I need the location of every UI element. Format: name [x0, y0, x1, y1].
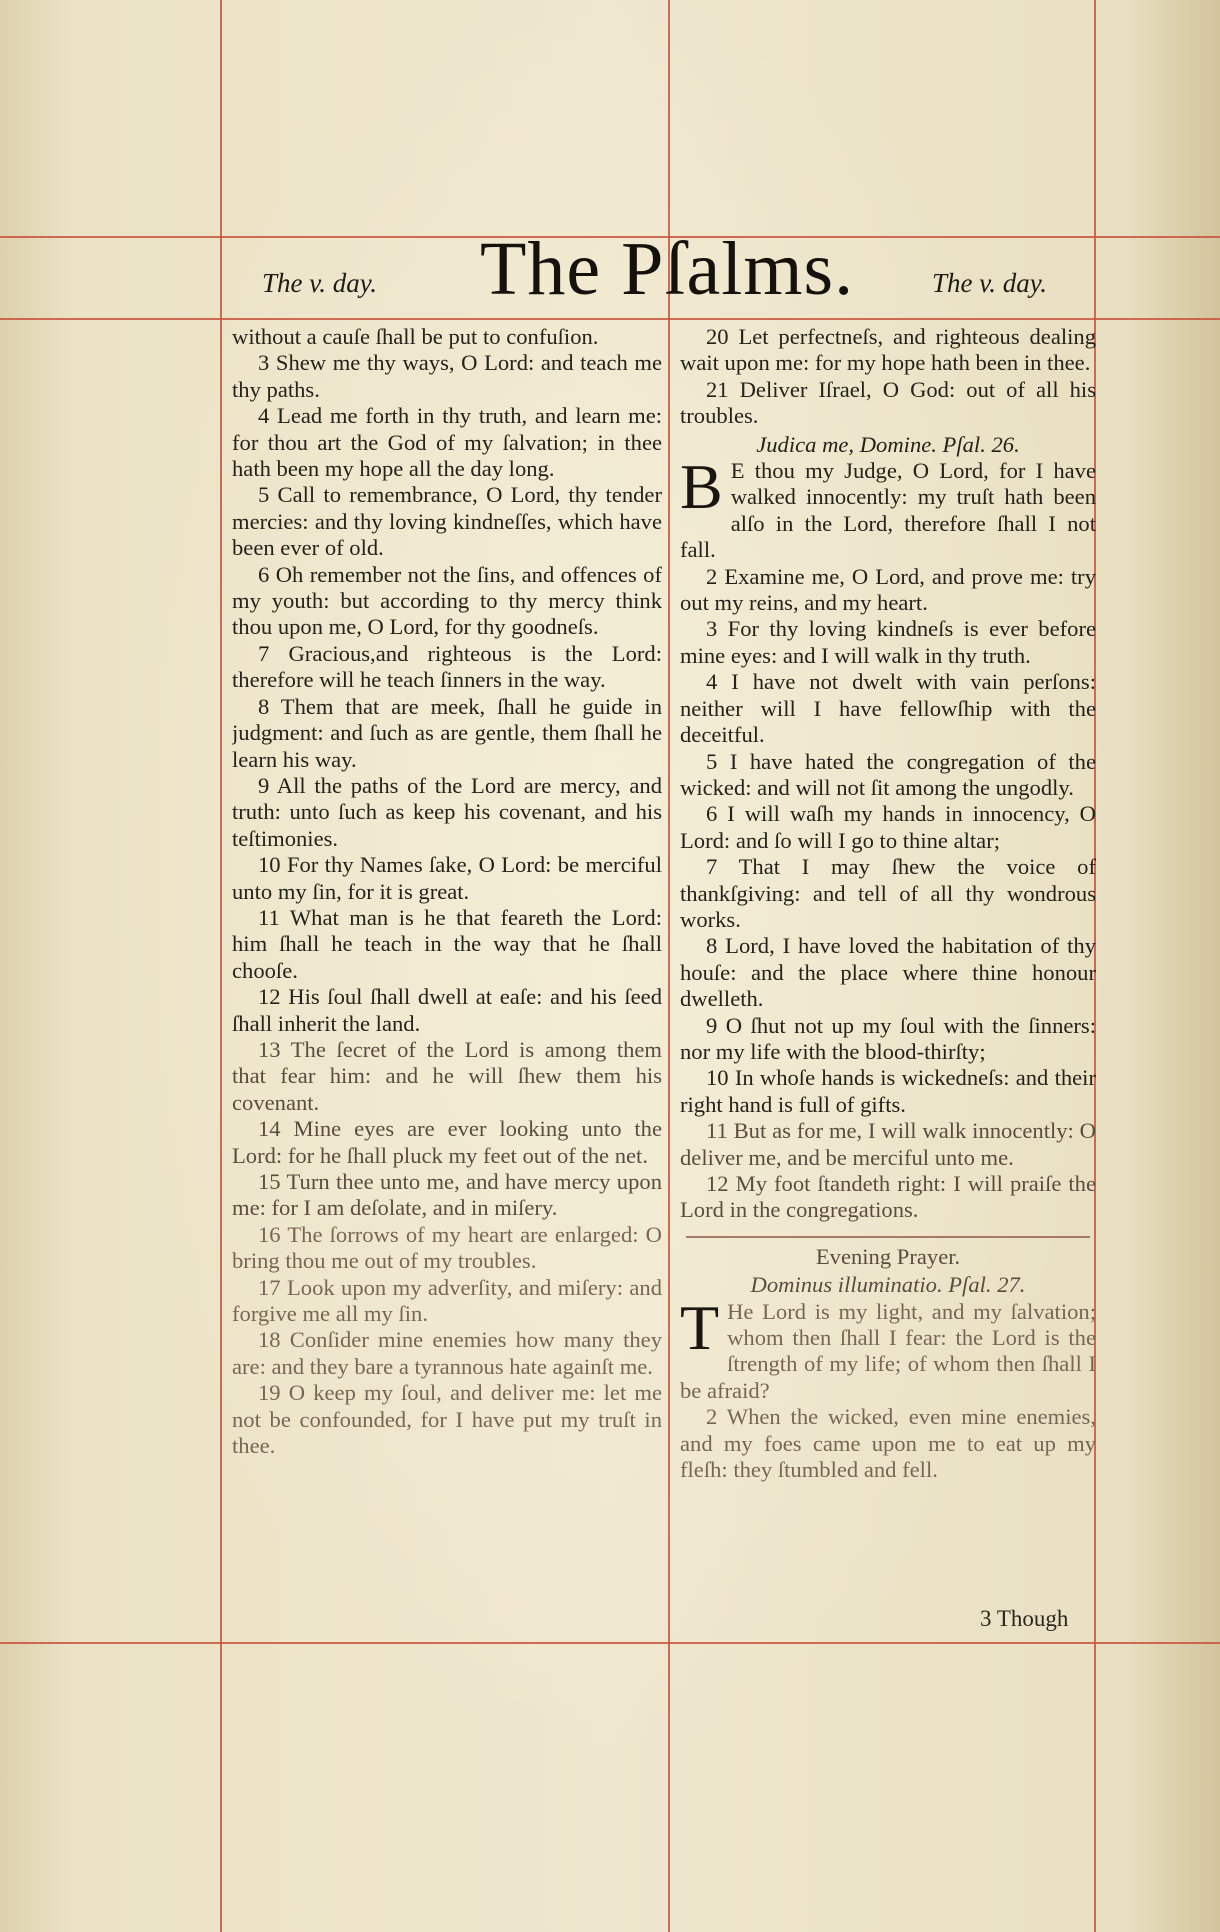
verse: 2 Examine me, O Lord, and prove me: try out my reins, and my heart.	[680, 563, 1096, 616]
verse: 4 I have not dwelt with vain perſons: neither will I have fellowſhip with the deceitful.	[680, 669, 1096, 748]
verse-text: He Lord is my light, and my ſalvation; whom then ſhall I fear: the Lord is the ſtrength of my life; of whom then ſhall I be afraid?	[680, 1298, 1096, 1403]
catchword: 3 Though	[980, 1606, 1069, 1631]
verse: 16 The ſorrows of my heart are enlarged: O bring thou me out of my troubles.	[232, 1221, 662, 1274]
verse: 15 Turn thee unto me, and have mercy upon me: for I am deſolate, and in miſery.	[232, 1169, 662, 1221]
verse: 8 Them that are meek, ſhall he guide in judgment: and ſuch as are gentle, them ſhall he learn his way.	[232, 693, 662, 772]
verse: without a cauſe ſhall be put to confuſion.	[232, 324, 599, 349]
psalm-heading: Judica me, Domine. Pſal. 26.	[756, 431, 1020, 457]
verse: 5 Call to remembrance, O Lord, thy tender mercies: and thy loving kindneſſes, which have been ever of old.	[232, 482, 662, 561]
red-rule-bottom	[0, 1642, 1220, 1644]
verse: 20 Let perfectneſs, and righteous dealing wait upon me: for my hope hath been in thee.	[680, 324, 1096, 376]
verse: 17 Look upon my adverſity, and miſery: and forgive me all my ſin.	[232, 1274, 662, 1327]
verse: 9 All the paths of the Lord are mercy, and truth: unto ſuch as keep his covenant, and his teſtimonies.	[232, 772, 662, 851]
red-rule-left	[220, 0, 222, 1932]
verse: 11 What man is he that feareth the Lord: him ſhall he teach in the way that he ſhall chooſe.	[232, 904, 662, 983]
section-title: Evening Prayer.	[815, 1243, 961, 1269]
right-column	[680, 324, 1096, 1604]
verse: 6 Oh remember not the ſins, and offences of my youth: but according to thy mercy think thou upon me, O Lord, for thy goodneſs.	[232, 561, 662, 640]
verse: 9 O ſhut not up my ſoul with the ſinners: nor my life with the blood-thirſty;	[680, 1012, 1096, 1064]
verse: 12 My foot ſtandeth right: I will praiſe the Lord in the congregations.	[680, 1171, 1096, 1223]
page-title: The Pſalms.	[480, 227, 855, 311]
section-divider	[686, 1236, 1090, 1238]
verse: 6 I will waſh my hands in innocency, O Lord: and ſo will I go to thine altar;	[680, 801, 1096, 853]
verse-text: E thou my Judge, O Lord, for I have walked innocently: my truſt hath been alſo in the Lord, therefore ſhall I not fall.	[680, 458, 1096, 563]
verse: 18 Conſider mine enemies how many they are: and they bare a tyrannous hate againſt me.	[232, 1327, 662, 1379]
running-head-right: The v. day.	[932, 268, 1047, 298]
verse: 2 When the wicked, even mine enemies, and my foes came upon me to eat up my fleſh: they ſtumbled and fell.	[680, 1404, 1096, 1483]
verse: 8 Lord, I have loved the habitation of thy houſe: and the place where thine honour dwelleth.	[680, 933, 1096, 1012]
verse: 12 His ſoul ſhall dwell at eaſe: and his ſeed ſhall inherit the land.	[232, 984, 662, 1036]
verse: 5 I have hated the congregation of the wicked: and will not ſit among the ungodly.	[680, 748, 1096, 800]
verse: 10 In whoſe hands is wickedneſs: and their right hand is full of gifts.	[680, 1065, 1096, 1117]
running-head-left: The v. day.	[262, 268, 377, 298]
verse: 13 The ſecret of the Lord is among them that fear him: and he will ſhew them his covenant.	[232, 1036, 662, 1115]
verse: 3 For thy loving kindneſs is ever before mine eyes: and I will walk in thy truth.	[680, 616, 1096, 668]
psalm-first-verse	[680, 1291, 1096, 1405]
verse: 14 Mine eyes are ever looking unto the Lord: for he ſhall pluck my feet out of the net.	[232, 1116, 662, 1168]
verse: 10 For thy Names ſake, O Lord: be merciful unto my ſin, for it is great.	[232, 852, 662, 904]
psalm-heading: Dominus illuminatio. Pſal. 27.	[750, 1272, 1026, 1298]
verse: 4 Lead me forth in thy truth, and learn me: for thou art the God of my ſalvation; in thee hath been my hope all the day long.	[232, 403, 662, 482]
drop-cap: T	[680, 1291, 720, 1363]
verse: 21 Deliver Iſrael, O God: out of all his troubles.	[680, 376, 1096, 429]
verse: 7 That I may ſhew the voice of thankſgiving: and tell of all thy wondrous works.	[680, 854, 1096, 932]
verse: 7 Gracious,and righteous is the Lord: therefore will he teach ſinners in the way.	[232, 640, 662, 693]
red-rule-header	[0, 318, 1220, 320]
psalm-first-verse	[680, 451, 1096, 564]
verse: 11 But as for me, I will walk innocently: O deliver me, and be merciful unto me.	[680, 1118, 1096, 1170]
verse: 19 O keep my ſoul, and deliver me: let me not be confounded, for I have put my truſt in thee.	[232, 1380, 662, 1459]
verse: 3 Shew me thy ways, O Lord: and teach me thy paths.	[232, 350, 662, 402]
left-column	[232, 324, 662, 1604]
drop-cap: B	[680, 451, 723, 523]
